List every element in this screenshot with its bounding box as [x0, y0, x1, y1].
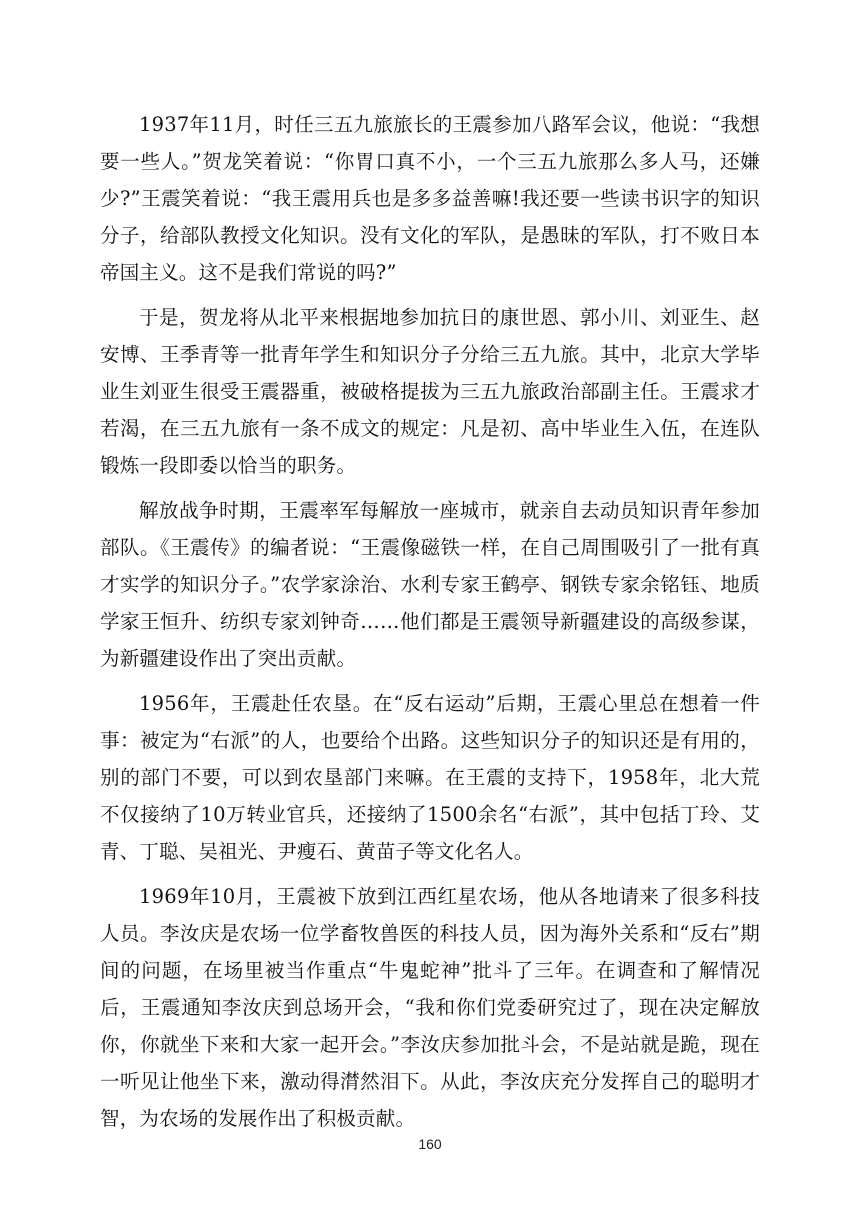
page-number: 160: [418, 1136, 442, 1152]
paragraph-2: 于是，贺龙将从北平来根据地参加抗日的康世恩、郭小川、刘亚生、赵安博、王季青等一批青年学生和知识分子分给三五九旅。其中，北京大学毕业生刘亚生很受王震器重，被破格提拔为三五九旅政治部副主任。王震求才若渴，在三五九旅有一条不成文的规定：凡是初、高中毕业生入伍，在连队锻炼一段即委以恰当的职务。: [100, 306, 760, 477]
page-body: [100, 106, 760, 1145]
paragraph-3: 解放战争时期，王震率军每解放一座城市，就亲自去动员知识青年参加部队。《王震传》的编者说：“王震像磁铁一样，在自己周围吸引了一批有真才实学的知识分子。”农学家涂治、水利专家王鹤亭、钢铁专家余铭钰、地质学家王恒升、纺织专家刘钟奇……他们都是王震领导新疆建设的高级参谋，为新疆建设作出了突出贡献。: [100, 499, 760, 670]
paragraph-1: 1937年11月，时任三五九旅旅长的王震参加八路军会议，他说：“我想要一些人。”贺龙笑着说：“你胃口真不小，一个三五九旅那么多人马，还嫌少?”王震笑着说：“我王震用兵也是多多益善嘛!我还要一些读书识字的知识分子，给部队教授文化知识。没有文化的军队，是愚昧的军队，打不败日本帝国主义。这不是我们常说的吗?”: [100, 113, 760, 284]
paragraph-5: 1969年10月，王震被下放到江西红星农场，他从各地请来了很多科技人员。李汝庆是农场一位学畜牧兽医的科技人员，因为海外关系和“反右”期间的问题，在场里被当作重点“牛鬼蛇神”批斗了三年。在调查和了解情况后，王震通知李汝庆到总场开会，“我和你们党委研究过了，现在决定解放你，你就坐下来和大家一起开会。”李汝庆参加批斗会，不是站就是跪，现在一听见让他坐下来，激动得潸然泪下。从此，李汝庆充分发挥自己的聪明才智，为农场的发展作出了积极贡献。: [100, 885, 760, 1130]
paragraph-4: 1956年，王震赴任农垦。在“反右运动”后期，王震心里总在想着一件事：被定为“右派”的人，也要给个出路。这些知识分子的知识还是有用的，别的部门不要，可以到农垦部门来嘛。在王震的支持下，1958年，北大荒不仅接纳了10万转业官兵，还接纳了1500余名“右派”，其中包括丁玲、艾青、丁聪、吴祖光、尹瘦石、黄苗子等文化名人。: [100, 692, 760, 863]
